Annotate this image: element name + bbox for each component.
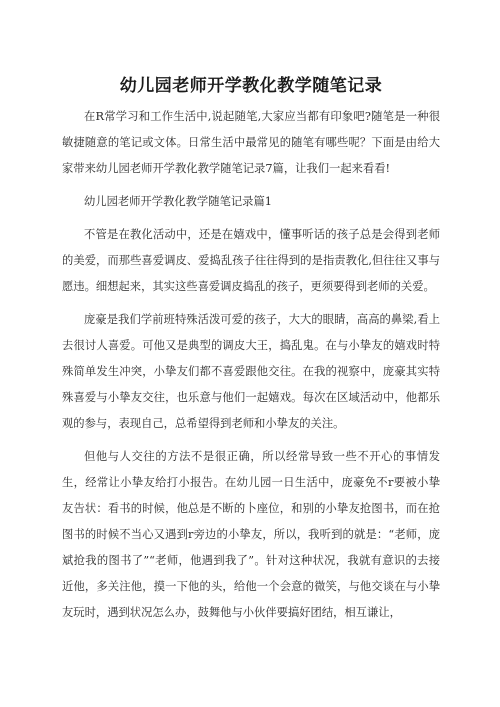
body-paragraph: 庞豪是我们学前班特殊活泼可爱的孩子，大大的眼睛，高高的鼻梁,看上去很讨人喜爱。可他又是典型的调皮大王，捣乱鬼。在与小挚友的嬉戏时特殊简单发生冲突，小挚友们都不喜爱跟他交往。在我的视察中，庞豪其实特殊喜爱与小挚友交往，也乐意与他们一起嬉戏。每次在区域活动中，他都乐观的参与，表现自己，总希望得到老师和小挚友的关注。 [62,313,440,430]
intro-paragraph: 在R常学习和工作生活中,说起随笔,大家应当都有印象吧?随笔是一种很敏捷随意的笔记或文体。日常生活中最常见的随笔有哪些呢？下面是由给大家带来幼儿园老师开学教化教学随笔记录7篇，让我们一起来看看! [62,110,440,175]
body-paragraph: 但他与人交往的方法不是很正确，所以经常导致一些不开心的事情发生，经常让小挚友给打小报告。在幼儿园一日生活中，庞豪免不r要被小挚友告状：看书的时候，他总是不断的卜座位，和别的小挚友抢图书，而在抢图书的时候不当心又遇到r旁边的小挚友，所以，我听到的就是：“老师，庞斌抢我的图书了”“老师，他遇到我了”。针对这种状况，我就有意识的去接近他，多关注他，摸一下他的头，给他一个会意的微笑，与他交谈在与小挚友玩时，遇到状况怎么办，鼓舞他与小伙伴要搞好团结，相互谦让， [62,450,440,619]
section-heading: 幼儿园老师开学教化教学随笔记录篇1 [84,195,272,208]
body-paragraph: 不管是在教化活动中，还是在嬉戏中，懂事听话的孩子总是会得到老师的美爱，而那些喜爱调皮、爱捣乱孩子往往得到的是指责教化,但往往又事与愿违。细想起来，其实这些喜爱调皮捣乱的孩子，更须要得到老师的关爱。 [62,228,440,293]
document-page [62,74,440,633]
document-title: 幼儿园老师开学教化教学随笔记录 [119,76,383,96]
